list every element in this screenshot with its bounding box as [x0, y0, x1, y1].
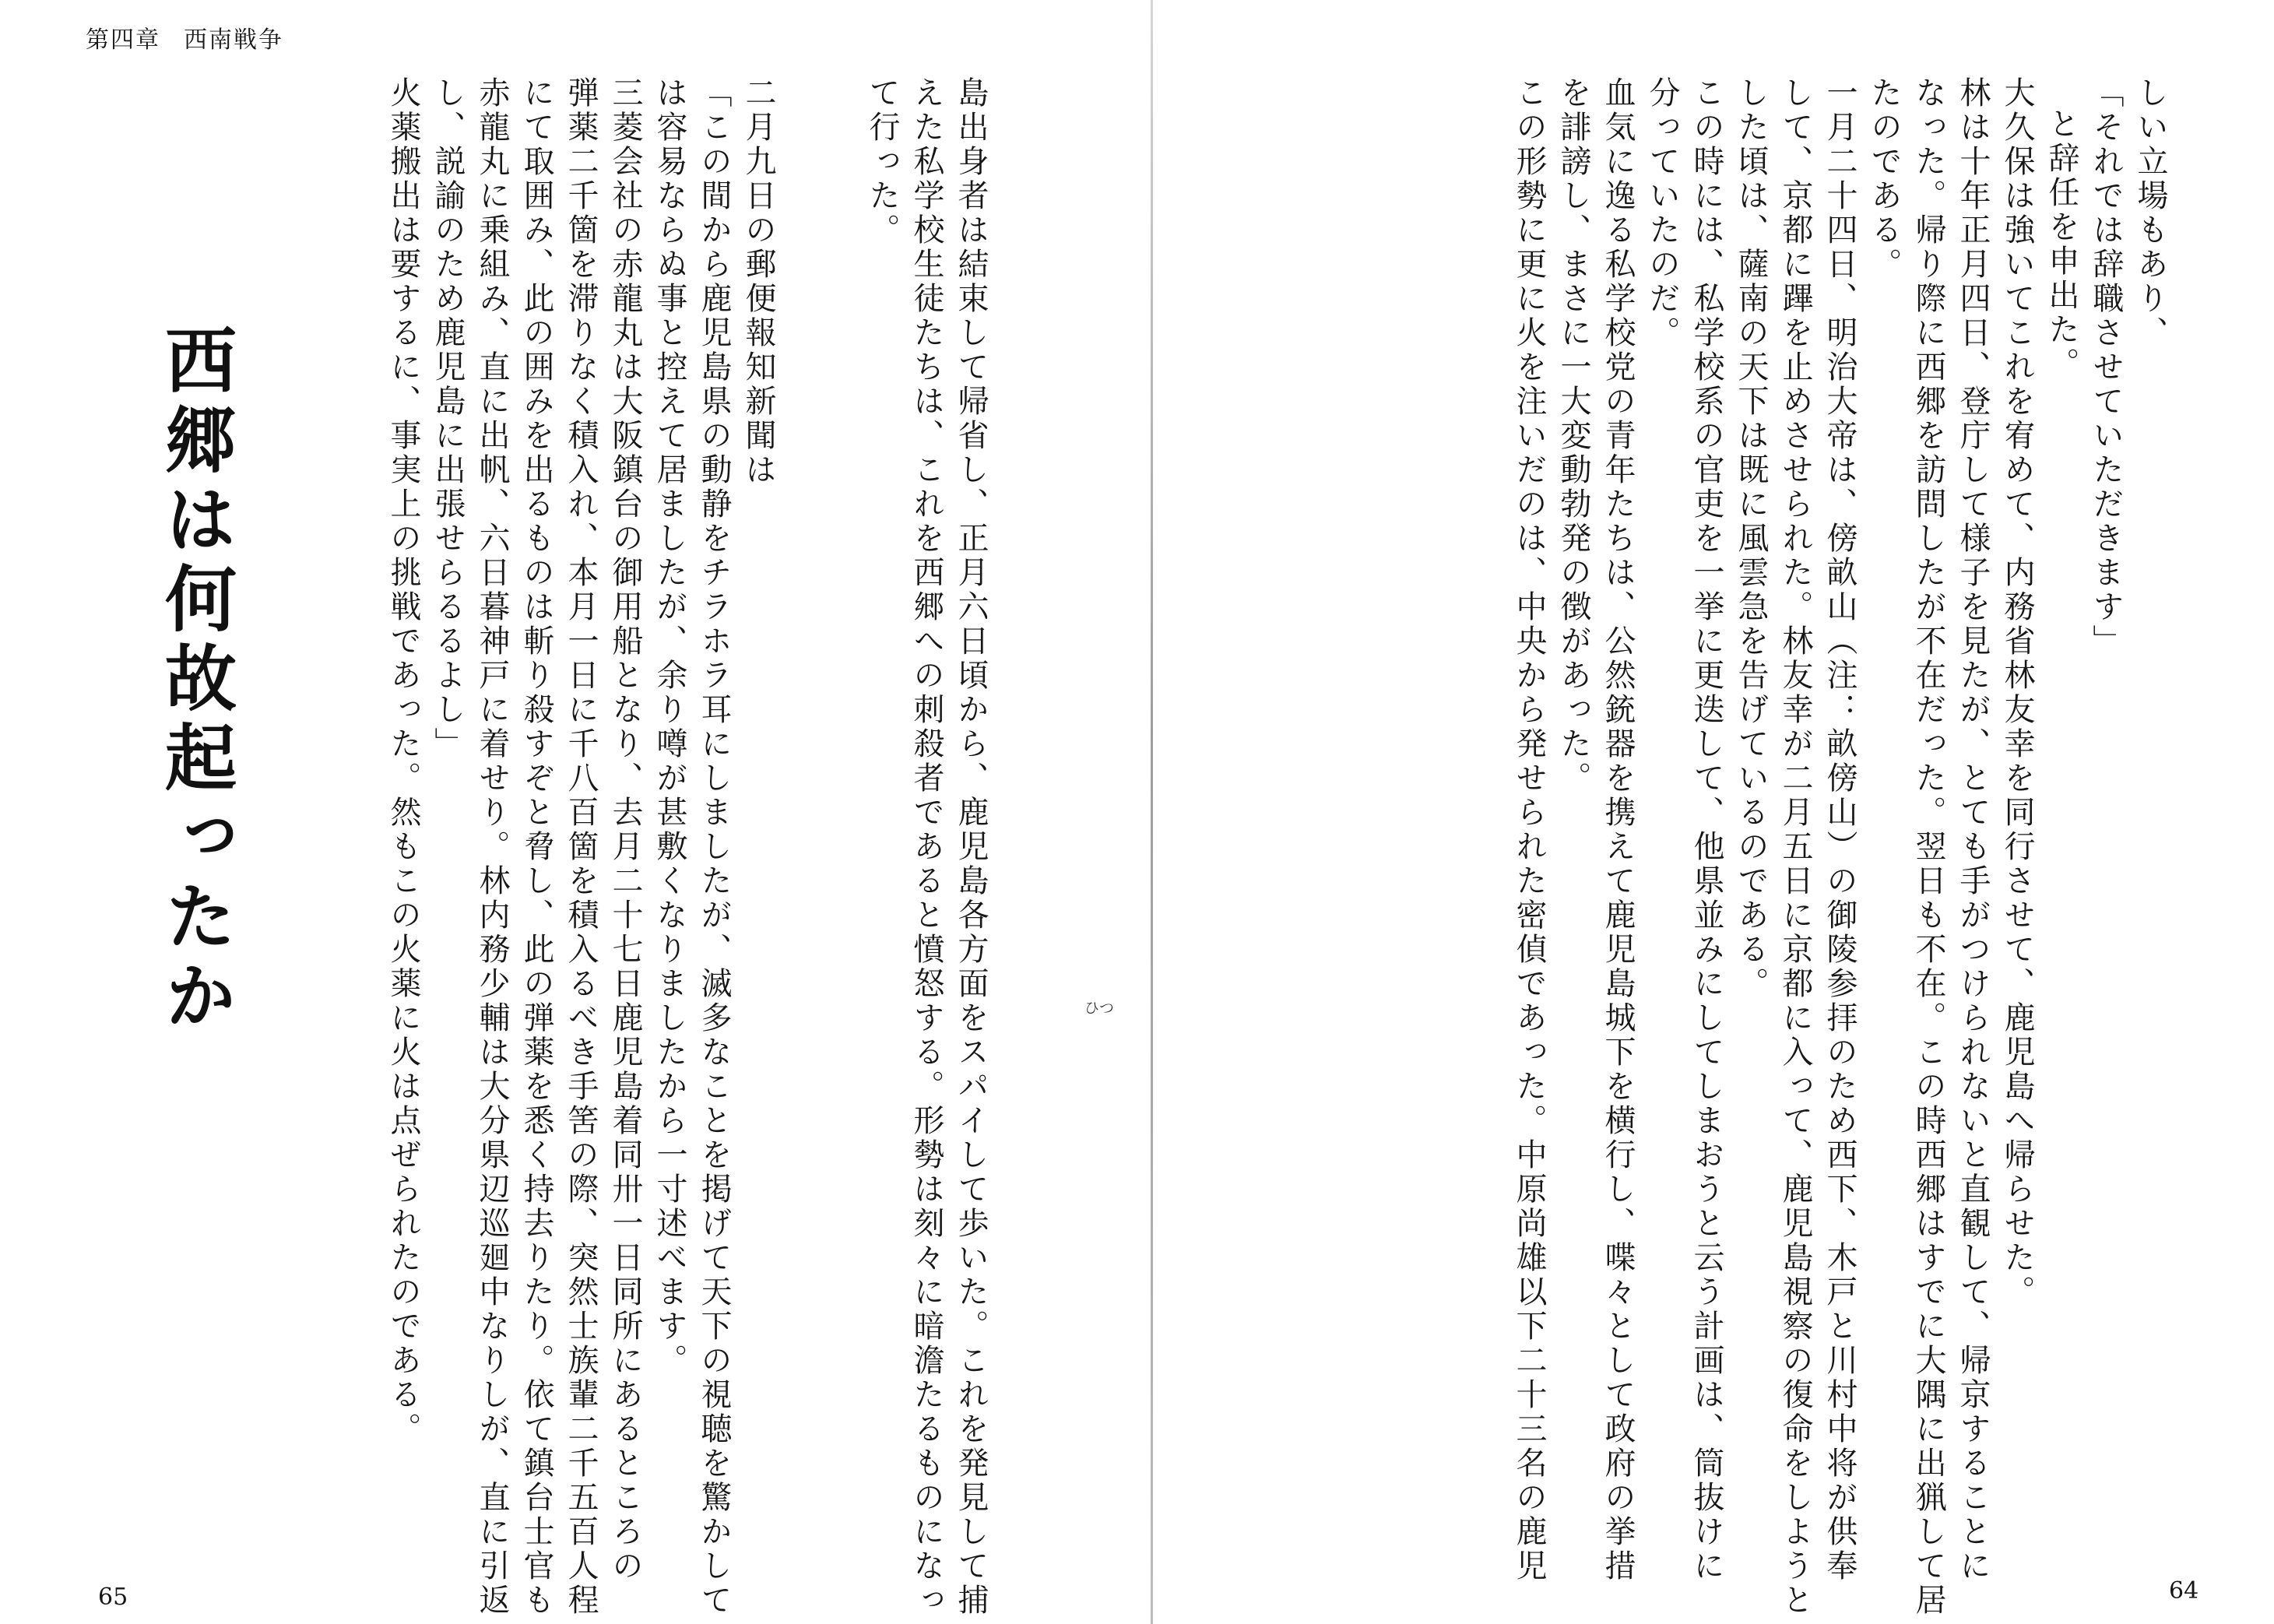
text-line: 弾薬二千箇を滞りなく積入れ、本月一日に千八百箇を積入るべき手筈の際、突然士族輩二千五百人程 — [563, 76, 599, 1618]
text-line: して、京都に蹕を止めさせられた。林友幸が二月五日に京都に入って、鹿児島視察の復命をしようと — [1777, 76, 1813, 1618]
text-line: たのである。 — [1866, 76, 1902, 282]
text-line: 一月二十四日、明治大帝は、傍畝山（注：畝傍山）の御陵参拝のため西下、木戸と川村中将が供奉 — [1822, 76, 1858, 1584]
right-page-body — [1277, 76, 2172, 1618]
left-page-body-bottom — [297, 76, 780, 1618]
text-line: 火薬搬出は要するに、事実上の挑戦であった。然もこの火薬に火は点ぜられたのである。 — [385, 76, 421, 1446]
text-line: なった。帰り際に西郷を訪問したが不在だった。翌日も不在。この時西郷はすでに大隅に出猟して居 — [1910, 76, 1946, 1618]
running-head-title: 西南戦争 — [184, 26, 283, 54]
left-page-body-top — [825, 76, 993, 1618]
text-line: て行った。 — [864, 76, 900, 248]
text-line: 島出身者は結束して帰省し、正月六日頃から、鹿児島各方面をスパイして歩いた。これを発見して捕 — [953, 76, 989, 1618]
ruby-annotation: ひつ — [1084, 1000, 1115, 1017]
section-heading: 西郷は何故起ったか — [153, 323, 237, 1038]
page-number-left: 65 — [98, 1584, 128, 1611]
text-line: 三菱会社の赤龍丸は大阪鎮台の御用船となり、去月二十七日鹿児島着同卅一日同所にあるところの — [607, 76, 643, 1584]
text-line: 林は十年正月四日、登庁して様子を見たが、とても手がつけられないと直観して、帰京することに — [1955, 76, 1991, 1584]
text-line: 二月九日の郵便報知新聞は — [740, 76, 776, 487]
text-line: 大久保は強いてこれを宥めて、内務省林友幸を同行させて、鹿児島へ帰らせた。 — [1999, 76, 2035, 1309]
text-line: 分っていたのだ。 — [1644, 76, 1680, 350]
text-line: し、説諭のため鹿児島に出張せらるるよし」 — [430, 76, 466, 761]
page-gutter — [1151, 0, 1153, 1624]
page-number-right: 64 — [2169, 1577, 2199, 1605]
text-line: した頃は、薩南の天下は既に風雲急を告げているのである。 — [1733, 76, 1769, 1001]
text-line: は容易ならぬ事と控えて居ましたが、余り噂が甚敷くなりましたから一寸述べます。 — [652, 76, 687, 1378]
running-head-chapter: 第四章 — [86, 26, 160, 54]
running-head — [86, 20, 283, 54]
text-line: この形勢に更に火を注いだのは、中央から発せられた密偵であった。中原尚雄以下二十三名の鹿児 — [1511, 76, 1547, 1584]
text-line: を誹謗し、まさに一大変動勃発の徴があった。 — [1555, 76, 1591, 796]
text-line: この時には、私学校系の官吏を一挙に更迭して、他県並みにしてしまおうと云う計画は、筒抜けに — [1689, 76, 1724, 1584]
text-line: 「この間から鹿児島県の動静をチラホラ耳にしましたが、滅多なことを掲げて天下の視聴を驚かして — [696, 76, 732, 1618]
text-line: と辞任を申出た。 — [2044, 107, 2079, 381]
text-line: 「それでは辞職させていただきます」 — [2088, 76, 2124, 659]
text-line: えた私学校生徒たちは、これを西郷への刺殺者であると憤怒する。形勢は刻々に暗澹たるものになっ — [909, 76, 944, 1618]
text-line: 赤龍丸に乗組み、直に出帆、六日暮神戸に着せり。林内務少輔は大分県辺巡廻中なりしが、直に引返 — [474, 76, 510, 1618]
text-line: にて取囲み、此の囲みを出るものは斬り殺すぞと脅し、此の弾薬を悉く持去りたり。依て鎮台士官も — [518, 76, 554, 1618]
text-line: 血気に逸る私学校党の青年たちは、公然銃器を携えて鹿児島城下を横行し、喋々として政府の挙措 — [1600, 76, 1636, 1584]
text-line: しい立場もあり、 — [2132, 76, 2168, 350]
